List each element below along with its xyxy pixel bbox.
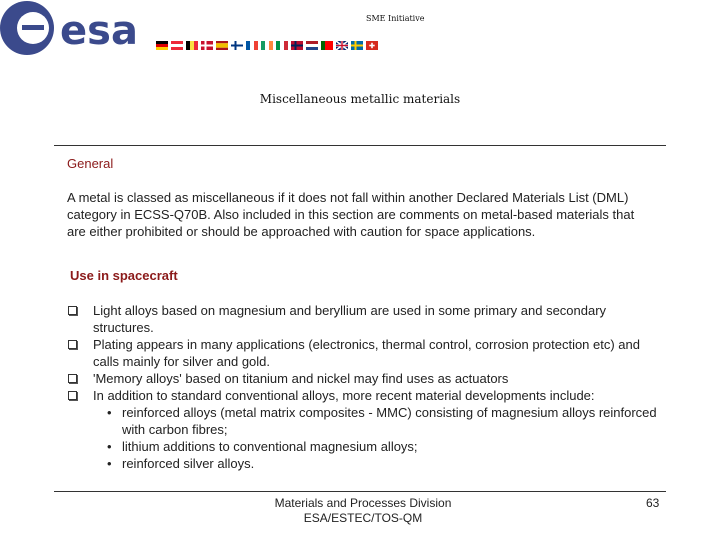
sub-list-item-text: reinforced alloys (metal matrix composites - MMC) consisting of magnesium alloys reinforced with carbon fibres; <box>122 405 657 437</box>
switzerland-flag-icon <box>366 41 378 50</box>
norway-flag-icon <box>291 41 303 50</box>
portugal-flag-icon <box>321 41 333 50</box>
bullet-dot-icon: • <box>107 405 112 420</box>
member-state-flags <box>156 41 378 50</box>
belgium-flag-icon <box>186 41 198 50</box>
sub-list-item <box>107 404 668 438</box>
list-item <box>68 387 668 472</box>
list-item <box>68 302 668 336</box>
italy-flag-icon <box>276 41 288 50</box>
checkbox-bullet-icon <box>68 374 77 383</box>
list-item <box>68 370 668 387</box>
sub-list-item-text: reinforced silver alloys. <box>122 456 255 471</box>
page-number: 63 <box>646 496 660 510</box>
footer-department: ESA/ESTEC/TOS-QM <box>303 511 423 525</box>
ireland-flag-icon <box>261 41 273 50</box>
austria-flag-icon <box>171 41 183 50</box>
top-divider <box>54 145 666 146</box>
checkbox-bullet-icon <box>68 391 77 400</box>
general-paragraph: A metal is classed as miscellaneous if it does not fall within another Declared Materials List (DML) category in ECSS-Q70B. Also included in this section are comments on metal-based materials that are either prohibited or should be approached with caution for space applications. <box>67 190 635 239</box>
bottom-divider <box>54 491 666 492</box>
sub-list-item <box>107 455 668 472</box>
list-item-text: In addition to standard conventional alloys, more recent material developments include: <box>93 388 595 403</box>
general-heading: General <box>67 156 114 171</box>
list-item-text: 'Memory alloys' based on titanium and nickel may find uses as actuators <box>93 371 509 386</box>
france-flag-icon <box>246 41 258 50</box>
use-heading: Use in spacecraft <box>70 268 178 283</box>
footer-division: Materials and Processes Division <box>274 496 452 510</box>
slide-title: Miscellaneous metallic materials <box>259 92 461 106</box>
bullet-dot-icon: • <box>107 456 112 471</box>
sub-list-item <box>107 438 668 455</box>
bullet-dot-icon: • <box>107 439 112 454</box>
germany-flag-icon <box>156 41 168 50</box>
denmark-flag-icon <box>201 41 213 50</box>
checkbox-bullet-icon <box>68 340 77 349</box>
footer <box>225 496 501 526</box>
list-item-text: Plating appears in many applications (electronics, thermal control, corrosion protection etc) and calls mainly for silver and gold. <box>93 337 640 369</box>
united-kingdom-flag-icon <box>336 41 348 50</box>
esa-logo <box>0 0 160 56</box>
list-item <box>68 336 668 370</box>
sub-list-item-text: lithium additions to conventional magnesium alloys; <box>122 439 418 454</box>
list-item-text: Light alloys based on magnesium and beryllium are used in some primary and secondary structures. <box>93 303 607 335</box>
svg-text:esa: esa <box>60 8 138 54</box>
finland-flag-icon <box>231 41 243 50</box>
spain-flag-icon <box>216 41 228 50</box>
use-bullet-list <box>68 302 668 472</box>
sweden-flag-icon <box>351 41 363 50</box>
netherlands-flag-icon <box>306 41 318 50</box>
checkbox-bullet-icon <box>68 306 77 315</box>
sub-bullet-list <box>93 404 668 472</box>
initiative-label: SME Initiative <box>366 14 425 23</box>
